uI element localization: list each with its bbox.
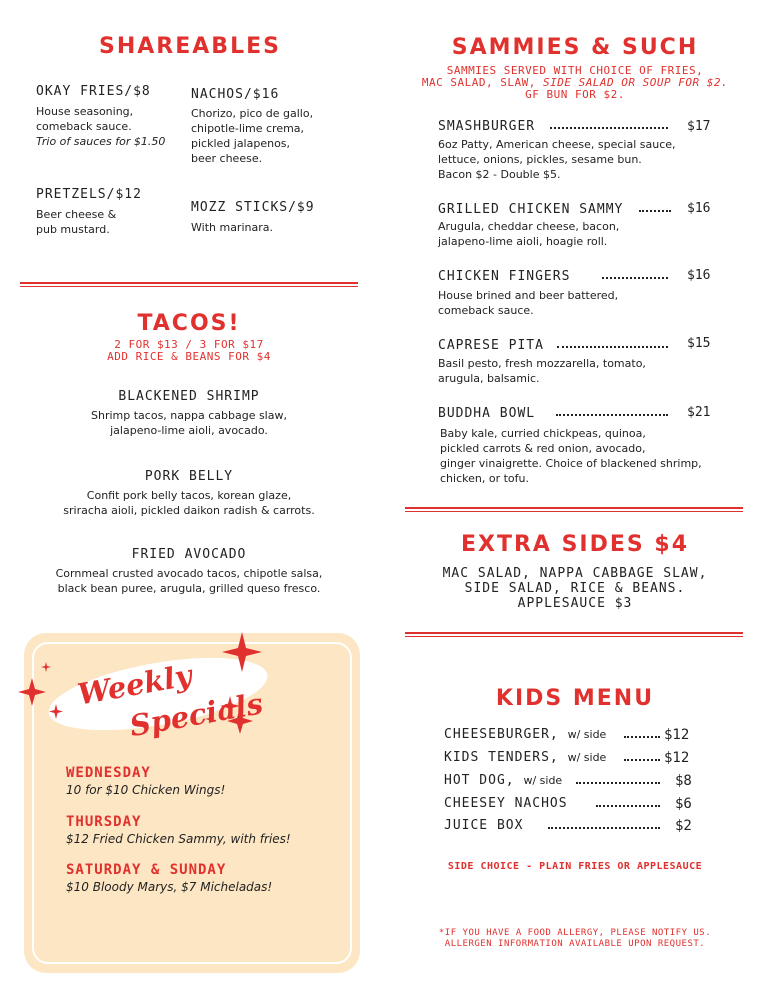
dot-leader [556,414,668,416]
item-desc: beer cheese. [191,152,263,165]
extra-sides-list [405,566,745,611]
item-price: $8 [675,773,692,789]
item-note: w/ side [567,751,607,764]
tacos-pricing: 2 FOR $13 / 3 FOR $17 [114,338,264,351]
item-name: KIDS TENDERS, [444,750,559,765]
kids-item-hot-dog [444,773,562,788]
item-name: NACHOS/$16 [191,87,280,102]
item-desc: chipotle-lime crema, [191,122,305,135]
special-day: SATURDAY & SUNDAY [66,862,227,878]
sammies-sub-upgrade: SIDE SALAD OR SOUP FOR $2. [542,76,729,89]
special-day: THURSDAY [66,814,142,830]
item-desc-grilled-chicken [438,219,738,249]
item-name-grilled-chicken: GRILLED CHICKEN SAMMY [438,202,624,217]
item-desc: Arugula, cheddar cheese, bacon, [438,220,620,233]
item-price: $2 [675,818,692,834]
kids-side-choice: SIDE CHOICE - PLAIN FRIES OR APPLESAUCE [447,861,703,872]
item-desc: jalapeno-lime aioli, avocado. [110,424,268,437]
menu-item-mozz-sticks [191,200,361,235]
section-divider [405,632,743,637]
taco-fried-avocado [20,547,358,596]
item-desc: chicken, or tofu. [440,472,529,485]
item-name: PRETZELS/$12 [36,187,142,202]
item-desc: Confit pork belly tacos, korean glaze, [86,489,292,502]
special-weekend [66,862,346,894]
section-divider [405,507,743,512]
special-wednesday [66,765,346,797]
dot-leader [576,782,660,784]
sammies-sub-line-1: SAMMIES SERVED WITH CHOICE OF FRIES, [446,64,704,77]
item-note: w/ side [523,774,563,787]
item-desc: Chorizo, pico de gallo, [191,107,314,120]
item-price: $16 [687,268,711,283]
shareables-title: SHAREABLES [99,34,281,59]
allergy-line: ALLERGEN INFORMATION AVAILABLE UPON REQUEST. [444,939,706,949]
item-note: w/ side [567,728,607,741]
item-desc: 6oz Patty, American cheese, special sauce, [438,138,676,151]
item-desc-chicken-fingers [438,288,738,318]
kids-item-cheeseburger [444,727,606,742]
item-desc: Baby kale, curried chickpeas, quinoa, [440,427,646,440]
badge-title-specials: Specials [127,686,266,744]
special-deal: 10 for $10 Chicken Wings! [66,783,226,797]
item-desc: Trio of sauces for $1.50 [36,135,166,148]
item-desc: sriracha aioli, pickled daikon radish & carrots. [63,504,315,517]
dot-leader [639,210,671,212]
item-name: CHEESEY NACHOS [444,796,568,811]
kids-item-juice-box [444,818,523,833]
allergy-notice [405,928,745,950]
item-price: $17 [687,119,711,134]
item-desc-buddha-bowl [440,426,740,486]
item-name: HOT DOG, [444,773,515,788]
item-name-buddha-bowl: BUDDHA BOWL [438,406,536,421]
allergy-line: *IF YOU HAVE A FOOD ALLERGY, PLEASE NOTIFY US. [438,928,712,938]
item-name: OKAY FRIES/$8 [36,84,151,99]
menu-item-pretzels [36,187,196,237]
item-name-chicken-fingers: CHICKEN FINGERS [438,269,571,284]
item-name: PORK BELLY [144,469,234,484]
item-desc: House brined and beer battered, [438,289,619,302]
sammies-sub-line-3: GF BUN FOR $2. [525,88,625,101]
dot-leader [602,277,668,279]
kids-item-nachos [444,796,568,811]
item-desc-smashburger [438,137,738,182]
item-price: $16 [687,201,711,216]
dot-leader [596,805,660,807]
item-name: CHEESEBURGER, [444,727,559,742]
item-price: $21 [687,405,711,420]
dot-leader [548,827,660,829]
menu-item-okay-fries [36,84,196,149]
dot-leader [624,759,660,761]
item-desc: comeback sauce. [36,120,132,133]
special-deal: $12 Fried Chicken Sammy, with fries! [66,832,291,846]
item-desc: lettuce, onions, pickles, sesame bun. [438,153,642,166]
item-name-smashburger: SMASHBURGER [438,119,536,134]
item-desc: Beer cheese & [36,208,117,221]
item-desc: arugula, balsamic. [438,372,540,385]
item-desc: With marinara. [191,221,273,234]
item-desc: pickled jalapenos, [191,137,291,150]
sammies-sub-sides: MAC SALAD, SLAW, [421,76,543,89]
sammies-title: SAMMIES & SUCH [451,35,699,60]
taco-blackened-shrimp [20,389,358,438]
special-deal: $10 Bloody Marys, $7 Micheladas! [66,880,273,894]
item-desc: Bacon $2 - Double $5. [438,168,561,181]
dot-leader [624,736,660,738]
special-day: WEDNESDAY [66,765,151,781]
tacos-title: TACOS! [137,311,241,336]
item-name: JUICE BOX [444,818,524,833]
kids-item-tenders [444,750,606,765]
item-name-caprese-pita: CAPRESE PITA [438,338,544,353]
item-name: MOZZ STICKS/$9 [191,200,315,215]
extra-sides-line: SIDE SALAD, RICE & BEANS. [464,581,686,596]
taco-pork-belly [20,469,358,518]
item-desc: black bean puree, arugula, grilled queso fresco. [57,582,321,595]
item-desc: Cornmeal crusted avocado tacos, chipotle salsa, [55,567,323,580]
item-desc: comeback sauce. [438,304,534,317]
item-desc: House seasoning, [36,105,134,118]
dot-leader [550,127,668,129]
menu-item-nachos [191,87,361,166]
item-price: $6 [675,796,692,812]
kids-menu-title: KIDS MENU [495,686,655,711]
item-price: $15 [687,336,711,351]
item-price: $12 [664,727,690,743]
section-divider [20,282,358,287]
weekly-specials-badge [18,632,280,744]
item-desc: jalapeno-lime aioli, hoagie roll. [438,235,608,248]
item-name: BLACKENED SHRIMP [118,389,260,404]
extra-sides-line: APPLESAUCE $3 [517,596,633,611]
item-desc-caprese-pita [438,356,738,386]
item-name: FRIED AVOCADO [131,547,247,562]
item-desc: pub mustard. [36,223,110,236]
tacos-add-on: ADD RICE & BEANS FOR $4 [107,350,271,363]
extra-sides-line: MAC SALAD, NAPPA CABBAGE SLAW, [442,566,708,581]
badge-title-weekly: Weekly [75,658,195,712]
item-price: $12 [664,750,690,766]
item-desc: Shrimp tacos, nappa cabbage slaw, [91,409,287,422]
special-thursday [66,814,346,846]
item-desc: pickled carrots & red onion, avocado, [440,442,646,455]
dot-leader [557,346,668,348]
item-desc: ginger vinaigrette. Choice of blackened shrimp, [440,457,702,470]
item-desc: Basil pesto, fresh mozzarella, tomato, [438,357,646,370]
extra-sides-title: EXTRA SIDES $4 [460,532,690,557]
